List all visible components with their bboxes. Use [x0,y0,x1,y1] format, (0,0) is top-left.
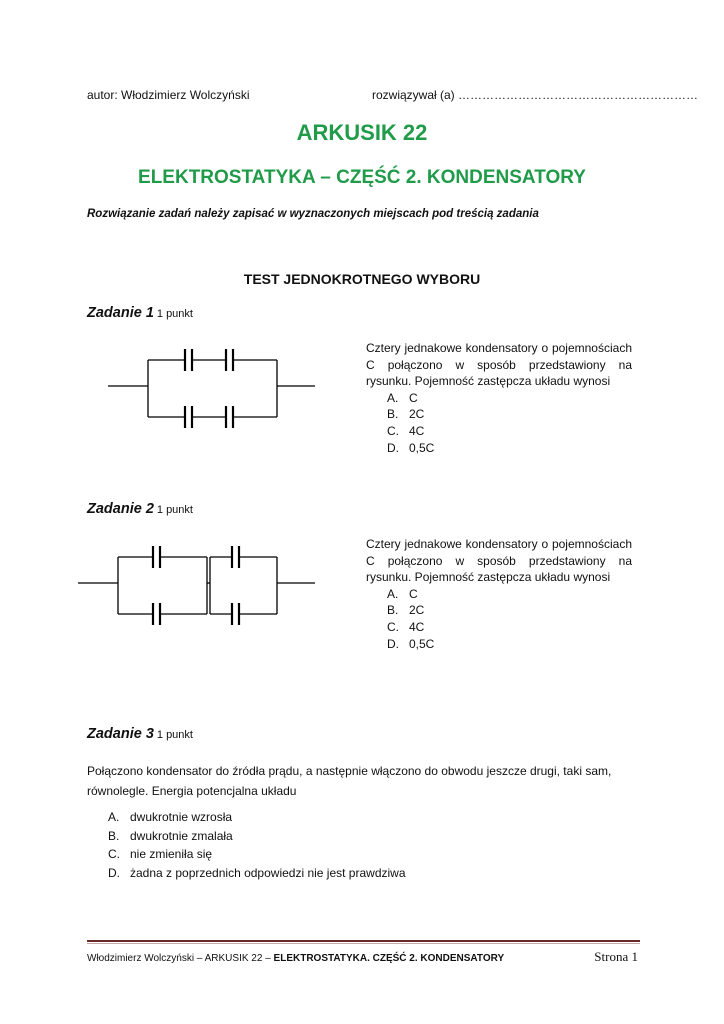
instruction-text: Rozwiązanie zadań należy zapisać w wyznaczonych miejscach pod treścią zadania [87,208,539,220]
task-1-answer-d[interactable]: D. 0,5C [387,440,435,455]
circuit-diagram-2 [70,537,330,632]
task-2-answer-b[interactable]: B. 2C [387,603,425,618]
task-2-points: 1 punkt [156,504,193,516]
task-1-question [366,340,632,456]
footer-text [87,953,504,964]
task-2-answer-d[interactable]: D. 0,5C [387,636,435,651]
task-3-answer-d[interactable]: D. żadna z poprzednich odpowiedzi nie jest prawdziwa [108,865,406,880]
task-1-name: Zadanie 1 [87,305,154,321]
task-2-question [366,536,632,652]
task-2-answers [366,586,632,652]
task-2-title [87,501,193,517]
page-subtitle: ELEKTROSTATYKA – CZĘŚĆ 2. KONDENSATORY [138,167,586,188]
task-1-answers [366,390,632,456]
footer-text-plain: Włodzimierz Wolczyński – ARKUSIK 22 – [87,953,274,964]
page-title: ARKUSIK 22 [296,120,428,145]
footer-text-bold: ELEKTROSTATYKA. CZĘŚĆ 2. KONDENSATORY [273,953,505,964]
task-3-answer-a[interactable]: A. dwukrotnie wzrosła [108,810,233,824]
task-3-points: 1 punkt [156,729,193,741]
task-3-title [87,726,193,742]
task-3-answers [87,808,406,882]
task-2-question-text: Cztery jednakowe kondensatory o pojemnościach C połączono w sposób przedstawiony na rysunku. Pojemność zastępcza układu wynosi [366,537,632,585]
circuit-diagram-1 [100,340,330,435]
task-3-question-text: Połączono kondensator do źródła prądu, a następnie włączono do obwodu jeszcze drugi, taki sam, równolegle. Energia potencjalna układu [87,764,612,798]
footer-divider-light [87,943,640,944]
task-2-answer-c[interactable]: C. 4C [387,619,425,634]
task-3-answer-c[interactable]: C. nie zmieniła się [108,847,213,862]
header-solver-field: rozwiązywał (a) …………………………………………………… [372,88,699,102]
footer-divider [87,940,640,942]
header-author: autor: Włodzimierz Wolczyński [87,88,250,102]
task-2-answer-a[interactable]: A. C [387,586,418,601]
footer-page-number: Strona 1 [594,949,638,964]
task-1-answer-a[interactable]: A. C [387,390,418,405]
section-title: TEST JEDNOKROTNEGO WYBORU [243,271,481,287]
task-1-question-text: Cztery jednakowe kondensatory o pojemnościach C połączono w sposób przedstawiony na rysunku. Pojemność zastępcza układu wynosi [366,341,632,389]
task-1-answer-b[interactable]: B. 2C [387,407,425,422]
task-1-title [87,305,193,321]
task-3-answer-b[interactable]: B. dwukrotnie zmalała [108,828,233,843]
task-3-name: Zadanie 3 [87,726,154,742]
task-1-answer-c[interactable]: C. 4C [387,423,425,438]
task-1-points: 1 punkt [156,308,193,320]
task-2-name: Zadanie 2 [87,501,154,517]
